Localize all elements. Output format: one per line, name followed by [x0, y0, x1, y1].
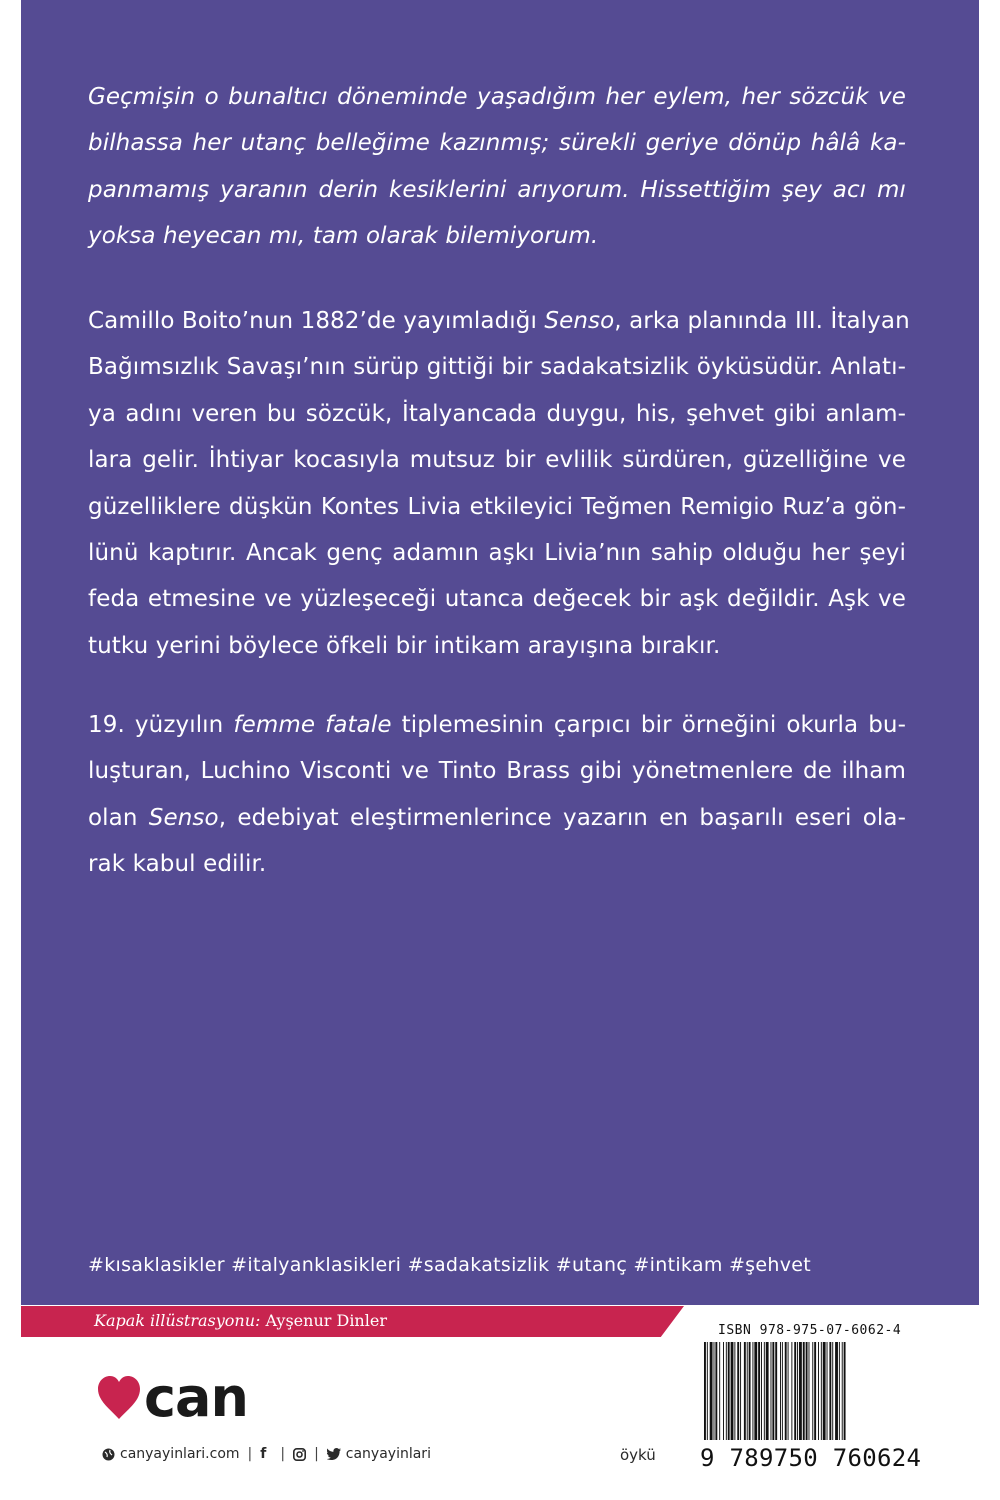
barcode-bar	[827, 1342, 828, 1440]
title-italic: Senso	[544, 308, 615, 334]
barcode-bar	[809, 1342, 810, 1440]
website-link[interactable]: canyayinlari.com	[120, 1446, 240, 1462]
barcode-bar	[719, 1342, 720, 1440]
barcode-bar	[818, 1342, 819, 1440]
barcode-bar	[835, 1342, 838, 1440]
synopsis-line: tutku yerini böylece öfkeli bir intikam arayışına bırakır.	[88, 632, 721, 659]
facebook-icon[interactable]: f	[260, 1446, 267, 1462]
barcode-bar	[747, 1342, 748, 1440]
barcode-bar	[710, 1342, 713, 1440]
intro-line: panmamış yaranın derin kesiklerini arıyorum. Hissettiğim şey acı mı	[88, 176, 906, 203]
barcode-bar	[707, 1342, 708, 1440]
barcode-bar	[740, 1342, 741, 1440]
barcode-bar	[821, 1342, 822, 1440]
barcode-bar	[842, 1342, 843, 1440]
heart-icon	[96, 1375, 142, 1421]
barcode-bar	[772, 1342, 774, 1440]
barcode-bar	[764, 1342, 765, 1440]
barcode-bar	[797, 1342, 798, 1440]
intro-quote	[88, 74, 906, 260]
barcode-bar	[766, 1342, 769, 1440]
barcode-bar	[832, 1342, 833, 1440]
barcode-bar	[806, 1342, 808, 1440]
barcode-bar	[791, 1342, 792, 1440]
barcode-bar	[803, 1342, 805, 1440]
barcode-bar	[775, 1342, 777, 1440]
acclaim-line: rak kabul edilir.	[88, 851, 267, 878]
barcode-bar	[744, 1342, 746, 1440]
barcode	[704, 1342, 906, 1440]
acclaim-line	[88, 795, 906, 841]
synopsis-line: feda etmesine ve yüzleşeceği utanca değecek bir aşk değildir. Aşk ve	[88, 586, 906, 613]
barcode-bar	[726, 1342, 727, 1440]
barcode-bar	[704, 1342, 706, 1440]
text-run: , edebiyat eleştirmenlerince yazarın en başarılı eseri ola-	[218, 804, 907, 831]
text-run: , arka planında III. İtalyan	[614, 308, 910, 334]
barcode-bar	[814, 1342, 816, 1440]
publisher-logo	[96, 1366, 266, 1429]
hashtags: #kısaklasikler #italyanklasikleri #sadakatsizlik #utanç #intikam #şehvet	[88, 1254, 811, 1276]
barcode-bar	[715, 1342, 717, 1440]
illustration-credit	[94, 1311, 387, 1330]
synopsis-paragraph	[88, 298, 910, 669]
barcode-bar	[714, 1342, 715, 1440]
barcode-bar	[812, 1342, 813, 1440]
barcode-bar	[731, 1342, 734, 1440]
barcode-bar	[758, 1342, 760, 1440]
separator: |	[280, 1446, 286, 1462]
barcode-bar	[734, 1342, 735, 1440]
intro-line: Geçmişin o bunaltıcı döneminde yaşadığım her eylem, her sözcük ve	[88, 84, 906, 110]
twitter-handle[interactable]: canyayinlari	[345, 1446, 431, 1462]
barcode-bar	[844, 1342, 846, 1440]
barcode-bar	[782, 1342, 783, 1440]
synopsis-line	[88, 298, 910, 344]
genre-label: öykü	[620, 1446, 656, 1464]
intro-line: bilhassa her utanç belleğime kazınmış; sürekli geriye dönüp hâlâ ka-	[88, 130, 906, 157]
acclaim-line: luşturan, Luchino Visconti ve Tinto Brass gibi yönetmenlere de ilham	[88, 758, 906, 785]
isbn-label: ISBN 978-975-07-6062-4	[718, 1323, 902, 1338]
barcode-bar	[785, 1342, 787, 1440]
barcode-bar	[754, 1342, 757, 1440]
acclaim-line	[88, 702, 906, 748]
globe-icon	[102, 1448, 115, 1461]
text-run: 19. yüzyılın	[88, 712, 234, 738]
barcode-bar	[839, 1342, 840, 1440]
synopsis-line: lünü kaptırır. Ancak genç adamın aşkı Livia’nın sahip olduğu her şeyi	[88, 540, 906, 567]
barcode-bar	[752, 1342, 753, 1440]
barcode-bar	[799, 1342, 802, 1440]
separator: |	[314, 1446, 319, 1462]
barcode-bar	[794, 1342, 796, 1440]
barcode-bar	[780, 1342, 781, 1440]
twitter-icon[interactable]	[327, 1448, 341, 1460]
credit-label: Kapak illüstrasyonu:	[94, 1311, 261, 1330]
separator: |	[247, 1446, 253, 1462]
synopsis-line: Bağımsızlık Savaşı’nın sürüp gittiği bir sadakatsizlik öyküsüdür. Anlatı-	[88, 354, 906, 381]
barcode-bar	[723, 1342, 724, 1440]
synopsis-line: ya adını veren bu sözcük, İtalyancada duygu, his, şehvet gibi anlam-	[88, 400, 906, 427]
barcode-bar	[737, 1342, 739, 1440]
text-run: Camillo Boito’nun 1882’de yayımladığı	[88, 308, 545, 334]
synopsis-line: güzelliklere düşkün Kontes Livia etkileyici Teğmen Remigio Ruz’a gön-	[88, 493, 906, 520]
barcode-bar	[749, 1342, 751, 1440]
text-run: olan	[88, 804, 149, 831]
title-italic: Senso	[148, 804, 219, 831]
instagram-icon[interactable]	[293, 1448, 306, 1461]
text-run: tiplemesinin çarpıcı bir örneğini okurla bu-	[391, 712, 906, 738]
contact-line	[102, 1446, 431, 1462]
barcode-bar	[788, 1342, 789, 1440]
intro-line: yoksa heyecan mı, tam olarak bilemiyorum.	[88, 223, 599, 250]
acclaim-paragraph	[88, 702, 906, 888]
barcode-bar	[823, 1342, 826, 1440]
logo-wordmark: can	[144, 1366, 248, 1429]
credit-name: Ayşenur Dinler	[265, 1311, 387, 1330]
synopsis-line: lara gelir. İhtiyar kocasıyla mutsuz bir evlilik sürdüren, güzelliğine ve	[88, 447, 906, 474]
barcode-bar	[829, 1342, 831, 1440]
term-italic: femme fatale	[233, 712, 392, 738]
barcode-number: 9 789750 760624	[700, 1444, 922, 1472]
barcode-bar	[728, 1342, 730, 1440]
barcode-bar	[771, 1342, 772, 1440]
barcode-bar	[761, 1342, 762, 1440]
